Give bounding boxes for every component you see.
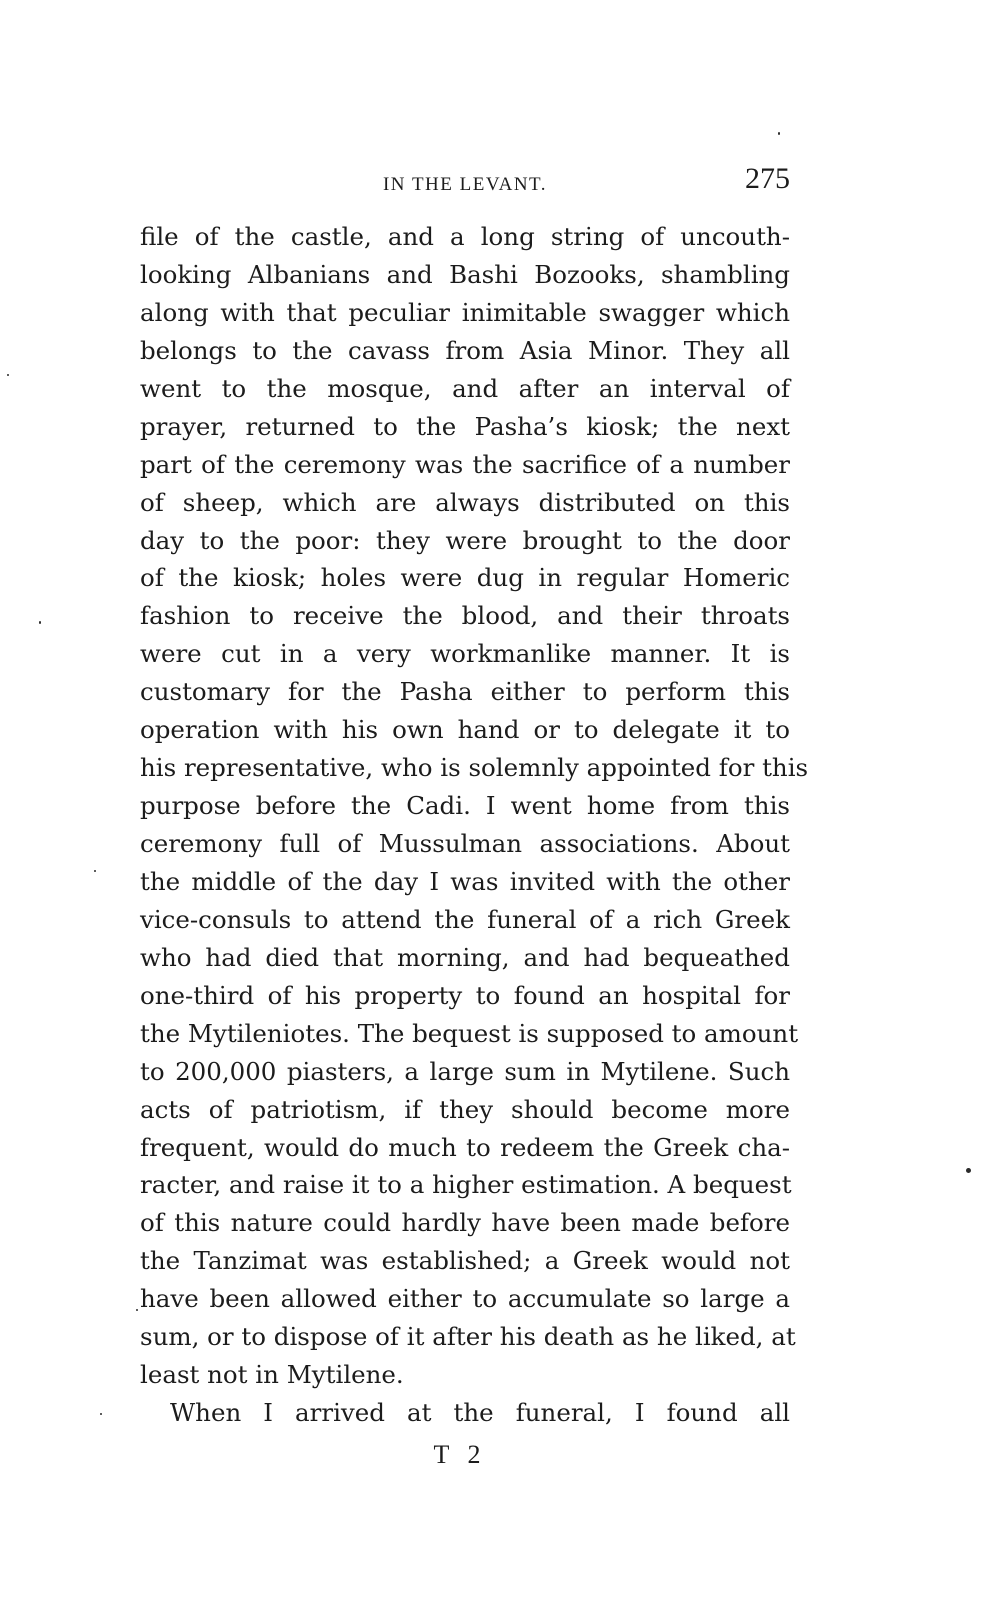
text-line: went to the mosque, and after an interval of xyxy=(140,373,790,403)
text-line: sum, or to dispose of it after his death as he liked, at xyxy=(140,1322,796,1352)
paragraph-end-line: least not in Mytilene. xyxy=(140,1360,404,1390)
page-number: 275 xyxy=(745,162,790,195)
text-line: prayer, returned to the Pasha’s kiosk; the next xyxy=(140,411,790,441)
scan-speck xyxy=(136,1309,138,1311)
text-line: of the kiosk; holes were dug in regular Homeric xyxy=(140,563,790,593)
text-line: frequent, would do much to redeem the Greek cha- xyxy=(140,1132,790,1162)
text-line: looking Albanians and Bashi Bozooks, shambling xyxy=(140,259,790,289)
text-line: the Mytileniotes. The bequest is supposed to amount xyxy=(140,1018,799,1048)
text-line: his representative, who is solemnly appointed for this xyxy=(140,753,809,783)
text-line: of this nature could hardly have been made before xyxy=(140,1208,790,1238)
scan-speck xyxy=(39,621,41,624)
text-line: to 200,000 piasters, a large sum in Mytilene. Such xyxy=(140,1056,790,1086)
text-line: the Tanzimat was established; a Greek would not xyxy=(140,1246,790,1276)
text-line: have been allowed either to accumulate so large a xyxy=(140,1284,790,1314)
text-line: fashion to receive the blood, and their throats xyxy=(140,601,790,631)
text-line: were cut in a very workmanlike manner. It is xyxy=(140,639,790,669)
text-line: day to the poor: they were brought to the door xyxy=(140,525,790,555)
text-line: one-third of his property to found an hospital for xyxy=(140,980,790,1010)
text-line: who had died that morning, and had bequeathed xyxy=(140,942,790,972)
text-line: vice-consuls to attend the funeral of a rich Greek xyxy=(140,904,790,934)
scan-speck xyxy=(100,1413,102,1415)
text-line: operation with his own hand or to delegate it to xyxy=(140,715,790,745)
text-line: part of the ceremony was the sacrifice of a number xyxy=(140,449,790,479)
running-head xyxy=(140,160,790,200)
signature-mark: T 2 xyxy=(433,1440,487,1469)
scan-speck xyxy=(778,132,780,135)
text-line: customary for the Pasha either to perform this xyxy=(140,677,790,707)
scan-speck xyxy=(94,870,96,872)
text-line: purpose before the Cadi. I went home from this xyxy=(140,791,790,821)
body-text xyxy=(140,218,809,1432)
text-line: racter, and raise it to a higher estimation. A bequest xyxy=(140,1170,792,1200)
text-line: along with that peculiar inimitable swagger which xyxy=(140,297,790,327)
scan-speck xyxy=(966,1168,971,1173)
text-line: acts of patriotism, if they should become more xyxy=(140,1094,790,1124)
text-line: ceremony full of Mussulman associations. About xyxy=(140,829,790,858)
paragraph-start-line: When I arrived at the funeral, I found all xyxy=(170,1398,790,1428)
text-line: file of the castle, and a long string of uncouth- xyxy=(140,222,790,251)
text-line: belongs to the cavass from Asia Minor. They all xyxy=(140,335,790,365)
text-line: of sheep, which are always distributed on this xyxy=(140,487,790,517)
running-title: IN THE LEVANT. xyxy=(382,174,547,195)
text-line: the middle of the day I was invited with the other xyxy=(140,866,790,896)
scan-speck xyxy=(7,374,9,376)
